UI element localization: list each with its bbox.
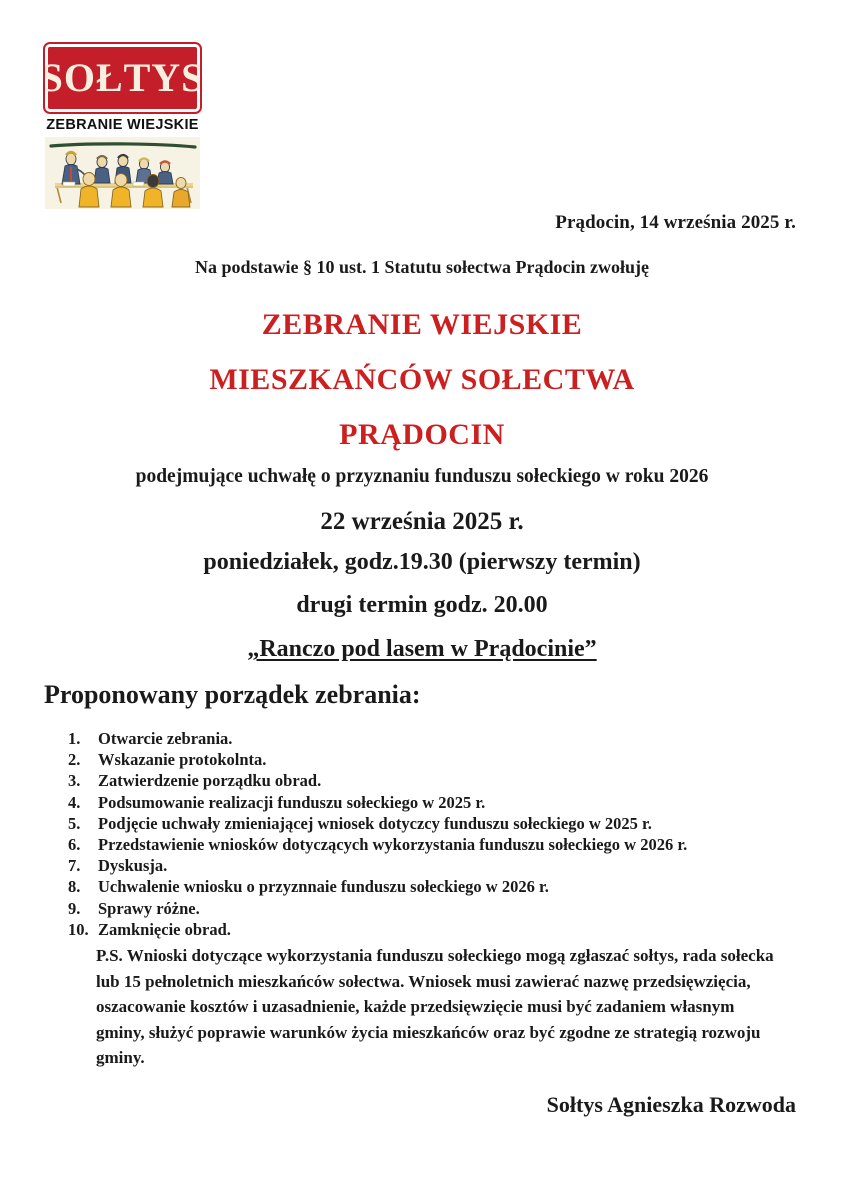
list-item xyxy=(68,919,808,940)
logo-subtitle: ZEBRANIE WIEJSKIE xyxy=(46,117,199,133)
list-item-label: Zatwierdzenie porządku obrad. xyxy=(98,771,322,791)
list-item-label: Wskazanie protokolnta. xyxy=(98,750,267,770)
list-item-number: 8. xyxy=(68,877,81,897)
list-item-number: 7. xyxy=(68,856,81,876)
agenda-list xyxy=(68,728,808,940)
list-item-label: Przedstawienie wniosków dotyczących wykorzystania funduszu sołeckiego w 2026 r. xyxy=(98,835,688,855)
list-item-label: Sprawy różne. xyxy=(98,898,200,918)
meeting-time-second: drugi termin godz. 20.00 xyxy=(296,592,548,618)
list-item-number: 10. xyxy=(68,919,89,939)
logo-banner xyxy=(40,44,205,112)
list-item-number: 2. xyxy=(68,750,81,770)
list-item-label: Otwarcie zebrania. xyxy=(98,729,233,748)
title-line-1: ZEBRANIE WIEJSKIE xyxy=(261,308,583,341)
preamble-text: Na podstawie § 10 ust. 1 Statutu sołectwa Prądocin zwołuję xyxy=(195,257,649,277)
dateline: Prądocin, 14 września 2025 r. xyxy=(555,212,796,233)
list-item-number: 6. xyxy=(68,835,81,855)
list-item-number: 5. xyxy=(68,813,81,833)
list-item-number: 3. xyxy=(68,771,81,791)
list-item xyxy=(68,770,808,791)
list-item-label: Uchwalenie wniosku o przyznnaie funduszu sołeckiego w 2026 r. xyxy=(98,877,549,897)
list-item-number: 9. xyxy=(68,898,81,918)
signature: Sołtys Agnieszka Rozwoda xyxy=(546,1092,796,1117)
page-title xyxy=(0,297,844,462)
title-line-2: MIESZKAŃCÓW SOŁECTWA xyxy=(209,363,635,396)
list-item-label: Zamknięcie obrad. xyxy=(98,919,231,939)
list-item xyxy=(68,898,808,919)
list-item-label: Dyskusja. xyxy=(98,856,168,876)
list-item xyxy=(68,749,808,770)
list-item xyxy=(68,876,808,897)
meeting-venue xyxy=(0,636,844,663)
list-item-label: Podsumowanie realizacji funduszu sołeckiego w 2025 r. xyxy=(98,792,486,812)
meeting-venue-label: „Ranczo pod lasem w Prądocinie” xyxy=(247,636,597,662)
list-item xyxy=(68,792,808,813)
list-item-number: 1. xyxy=(68,729,81,748)
meeting-time-first: poniedziałek, godz.19.30 (pierwszy termin) xyxy=(203,549,641,575)
list-item-label: Podjęcie uchwały zmieniającej wniosek dotyczcy funduszu sołeckiego w 2025 r. xyxy=(98,813,652,833)
list-item xyxy=(68,728,808,749)
list-item xyxy=(68,834,808,855)
logo-banner-text: SOŁTYS xyxy=(40,55,205,100)
agenda-heading: Proponowany porządek zebrania: xyxy=(44,680,421,709)
title-line-3: PRĄDOCIN xyxy=(339,418,505,451)
postscript-paragraph: P.S. Wnioski dotyczące wykorzystania funduszu sołeckiego mogą zgłaszać sołtys, rada sołecka lub 15 pełnoletnich mieszkańców sołectwa. Wniosek musi zawierać nazwę przedsięwzięcia, oszacowanie kosztów i uzasadnienie, każde przedsięwzięcie musi być zadaniem własnym gminy, służyć poprawie warunków życia mieszkańców oraz być zgodne ze strategią rozwoju gminy. xyxy=(96,946,774,1067)
list-item-number: 4. xyxy=(68,792,81,812)
list-item xyxy=(68,855,808,876)
soltys-logo xyxy=(40,44,206,209)
meeting-date: 22 września 2025 r. xyxy=(320,508,524,535)
village-meeting-illustration xyxy=(45,137,200,209)
list-item xyxy=(68,813,808,834)
meeting-purpose: podejmujące uchwałę o przyznaniu funduszu sołeckiego w roku 2026 xyxy=(135,466,709,487)
